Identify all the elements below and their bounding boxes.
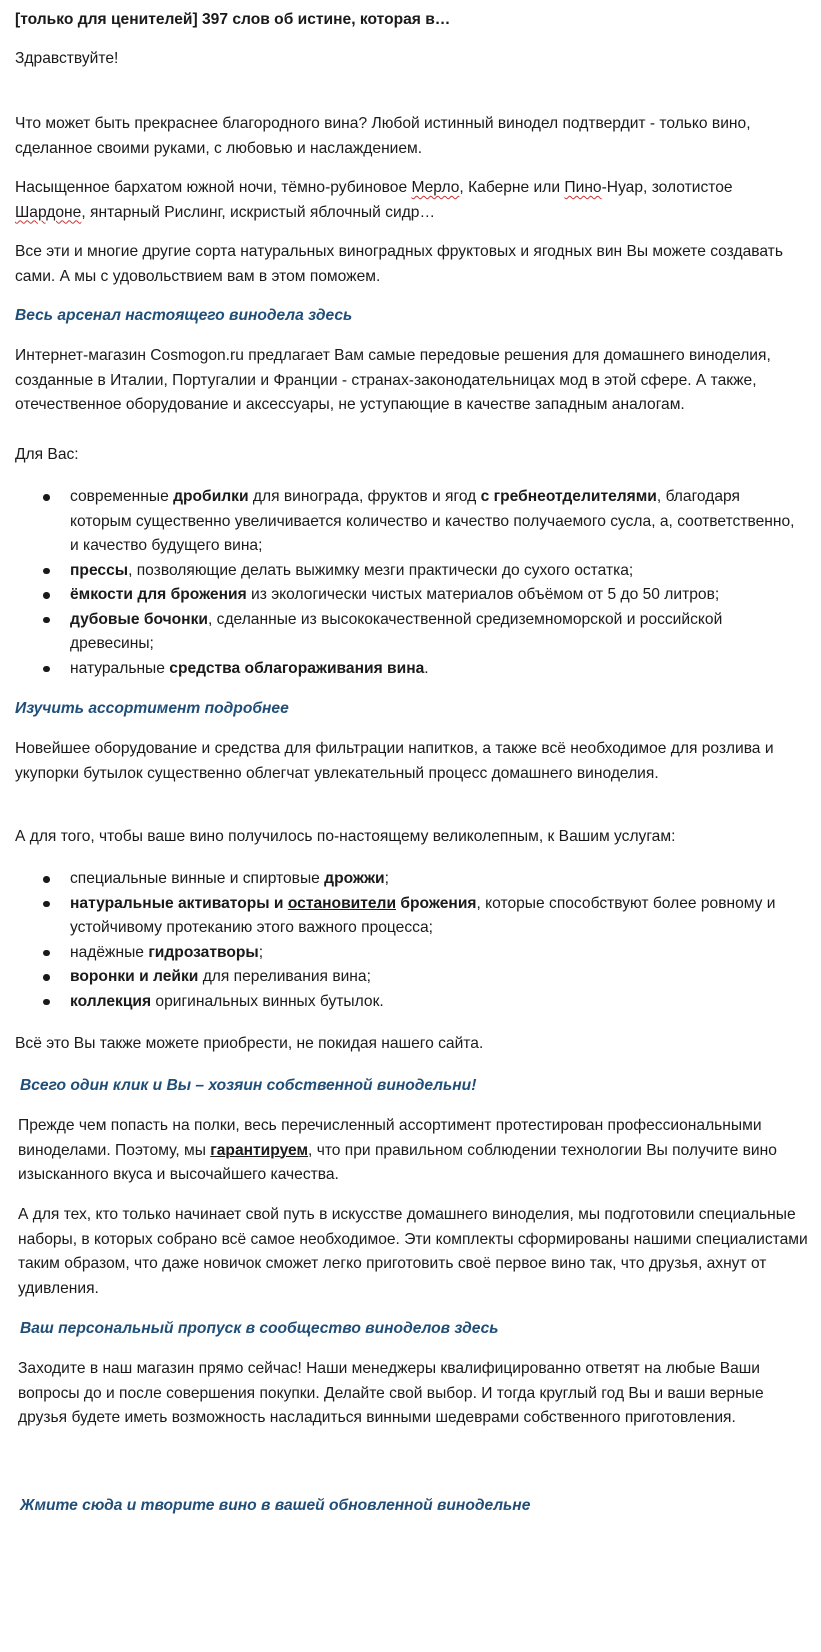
list-item xyxy=(15,559,805,584)
text-run: специальные винные и спиртовые xyxy=(70,870,325,887)
text-run: натуральные активаторы и xyxy=(70,894,288,912)
text-run: ; xyxy=(384,870,389,887)
supplies-list xyxy=(15,867,805,1014)
final-paragraph: Заходите в наш магазин прямо сейчас! Наши менеджеры квалифицированно ответят на любые Ваши вопросы до и после совершения покупки. Делайте свой выбор. И тогда круглый год Вы и ваши верные друзья будете иметь возможность насладиться винными шедеврами собственного приготовления. xyxy=(18,1360,764,1426)
text-run: воронки и лейки xyxy=(70,968,199,985)
filter-paragraph: Новейшее оборудование и средства для фильтрации напитков, а также всё необходимое для розлива и укупорки бутылок существенно облегчат увлекательный процесс домашнего виноделия. xyxy=(15,740,774,782)
link-assortment[interactable]: Изучить ассортимент подробнее xyxy=(15,700,289,717)
list-item xyxy=(15,892,805,941)
text-run: натуральные xyxy=(70,659,170,677)
text-run: современные xyxy=(70,488,174,505)
text-run: из экологически чистых материалов объёмом от 5 до 50 литров; xyxy=(246,586,720,603)
text-run: , что при правильном соблюдении технологии Вы получите вино изысканного вкуса и высочайшего качества. xyxy=(18,1141,777,1183)
wine-shardone: Шардоне xyxy=(15,203,82,221)
wine-pino: Пино xyxy=(564,179,602,196)
text-run: , которые способствуют более ровному и устойчивому протеканию этого важного процесса; xyxy=(70,894,776,936)
text-run: ёмкости для брожения xyxy=(70,586,247,603)
text-run: ; xyxy=(258,943,264,961)
text-run: дубовые бочонки xyxy=(70,610,208,628)
text-run: . xyxy=(424,659,429,677)
text-run: , позволяющие делать выжимку мезги практически до сухого остатка; xyxy=(128,561,634,579)
text-run: с гребнеотделителями xyxy=(480,488,657,505)
text-run: для переливания вина; xyxy=(198,968,371,985)
text-run: гидрозатворы xyxy=(148,943,259,961)
text-run: , благодаря которым существенно увеличивается количество и качество получаемого сусла, а, соответственно, и качество будущего вина; xyxy=(70,488,795,554)
equipment-list xyxy=(15,485,805,681)
buy-paragraph: Всё это Вы также можете приобрести, не покидая нашего сайта. xyxy=(15,1035,484,1052)
text-run: Насыщенное бархатом южной ночи, тёмно-рубиновое xyxy=(15,179,412,196)
list-item xyxy=(15,965,805,990)
text-run: брожения xyxy=(396,894,477,912)
intro-paragraph-1: Что может быть прекраснее благородного вина? Любой истинный винодел подтвердит - только вино, сделанное своими руками, с любовью и наслаждением. xyxy=(15,115,751,157)
text-run: Прежде чем попасть на полки, весь перечисленный ассортимент протестирован профессиональными виноделами. Поэтому, мы xyxy=(18,1117,762,1159)
text-run: прессы xyxy=(70,561,129,579)
list-item xyxy=(15,941,805,966)
intro-paragraph-3: Все эти и многие другие сорта натуральных виноградных фруктовых и ягодных вин Вы можете создавать сами. А мы с удовольствием вам в этом поможем. xyxy=(15,243,783,285)
link-create-wine[interactable]: Жмите сюда и творите вино в вашей обновленной винодельне xyxy=(20,1497,531,1514)
list-item xyxy=(15,583,805,608)
email-subject: [только для ценителей] 397 слов об истине, которая в… xyxy=(15,11,451,28)
link-arsenal[interactable]: Весь арсенал настоящего винодела здесь xyxy=(15,307,353,324)
text-run: , янтарный Рислинг, искристый яблочный сидр… xyxy=(81,203,436,221)
text-run: дрожжи xyxy=(324,870,385,887)
text-run: оригинальных винных бутылок. xyxy=(151,992,384,1010)
text-run: , сделанные из высококачественной средиземноморской и российской древесины; xyxy=(70,610,723,652)
list-item xyxy=(15,867,805,892)
wine-merlo: Мерло xyxy=(411,179,460,196)
text-run: , Каберне или xyxy=(459,179,565,196)
list-item xyxy=(15,657,805,682)
for-you-label: Для Вас: xyxy=(15,446,79,463)
text-run: дробилки xyxy=(173,488,249,505)
services-paragraph: А для того, чтобы ваше вино получилось по-настоящему великолепным, к Вашим услугам: xyxy=(15,828,676,845)
text-run: для винограда, фруктов и ягод xyxy=(248,488,481,505)
list-item xyxy=(15,485,805,559)
text-run: -Нуар, золотистое xyxy=(601,179,733,196)
text-run: остановители xyxy=(287,894,397,912)
intro-paragraph-2 xyxy=(15,176,805,225)
greeting: Здравствуйте! xyxy=(15,50,119,67)
text-run: коллекция xyxy=(70,992,152,1010)
text-run: надёжные xyxy=(70,943,149,961)
list-item xyxy=(15,990,805,1015)
list-item xyxy=(15,608,805,657)
tested-paragraph xyxy=(18,1114,808,1188)
link-one-click[interactable]: Всего один клик и Вы – хозяин собственной винодельни! xyxy=(20,1077,477,1094)
shop-paragraph: Интернет-магазин Cosmogon.ru предлагает Вам самые передовые решения для домашнего виноделия, созданные в Италии, Португалии и Франции - странах-законодательницах мод в этой сфере. А также, отечественное оборудование и аксессуары, не уступающие в качестве западным аналогам. xyxy=(15,347,771,413)
text-run: средства облагораживания вина xyxy=(169,659,425,677)
link-community[interactable]: Ваш персональный пропуск в сообщество виноделов здесь xyxy=(20,1320,499,1337)
text-run: гарантируем xyxy=(210,1141,309,1159)
kits-paragraph: А для тех, кто только начинает свой путь в искусстве домашнего виноделия, мы подготовили специальные наборы, в которых собрано всё самое необходимое. Эти комплекты сформированы нашими специалистами таким образом, что даже новичок сможет легко приготовить своё первое вино так, что друзья, ахнут от удивления. xyxy=(18,1206,808,1297)
